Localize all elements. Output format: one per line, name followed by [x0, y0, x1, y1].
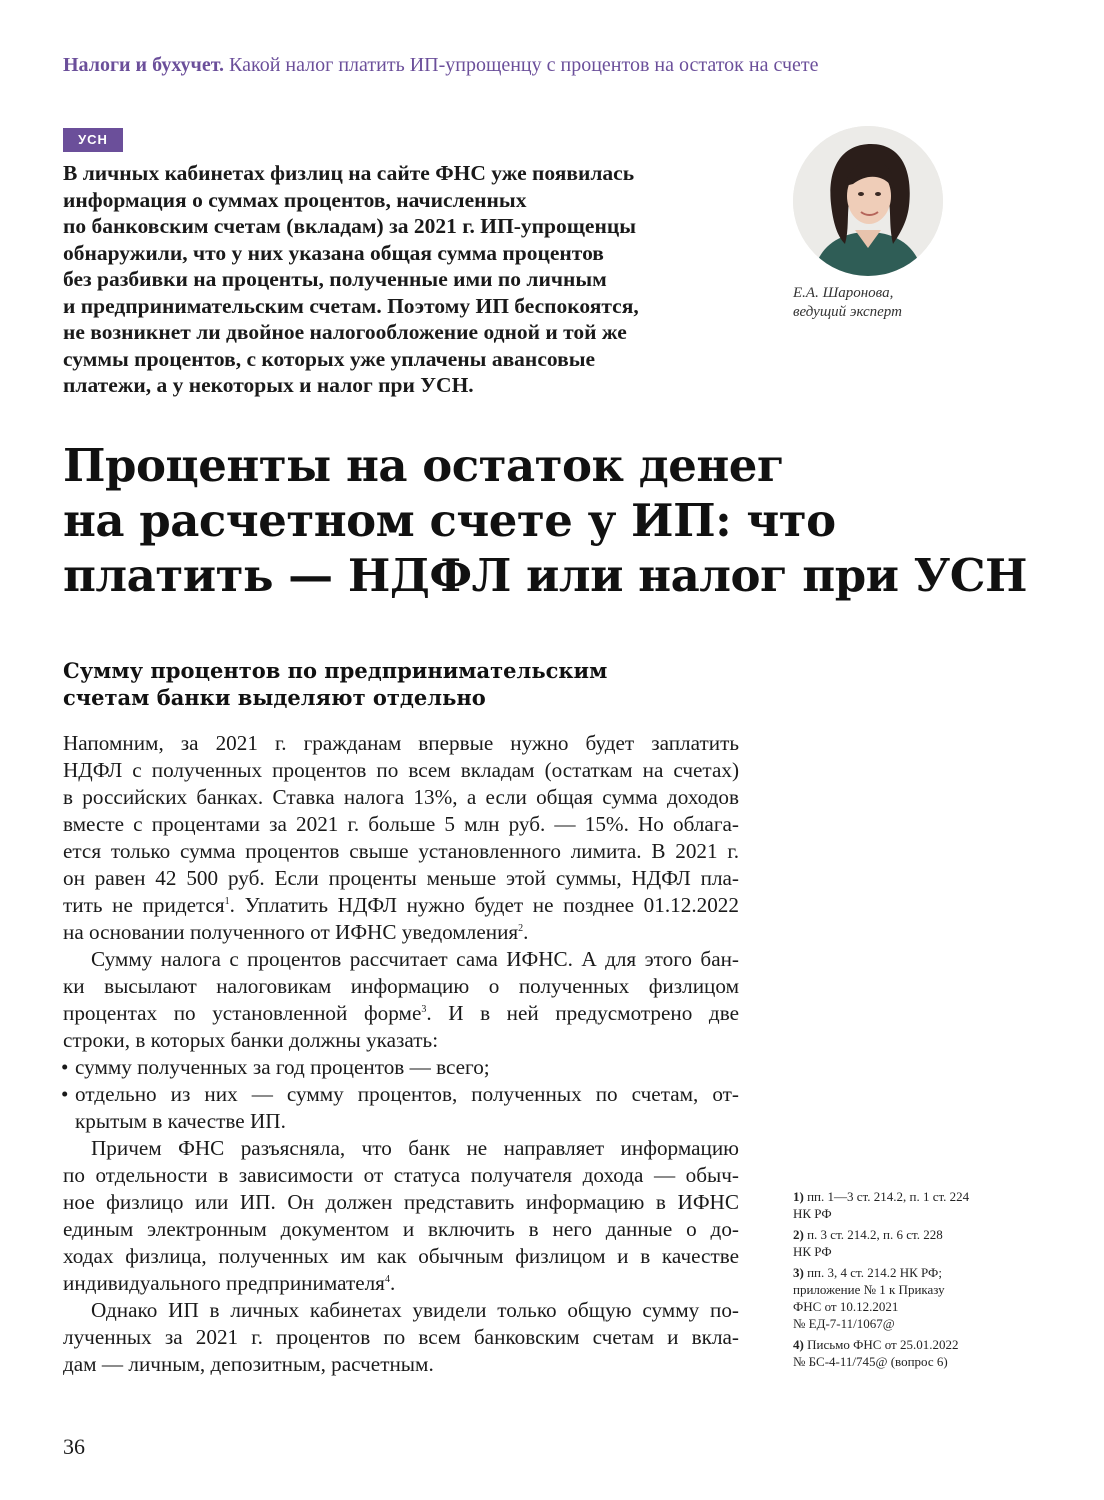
- header-article: Какой налог платить ИП-упрощенцу с процентов на остаток на счете: [229, 54, 819, 76]
- body-line: ки высылают налоговикам информацию о полученных физлицом: [63, 974, 739, 998]
- footnote-line: [793, 1188, 1033, 1205]
- body-line: Сумму налога с процентов рассчитает сама ИФНС. А для этого бан-: [91, 947, 739, 971]
- body-line: [63, 1000, 739, 1027]
- section-heading: [63, 657, 763, 711]
- lead-line: платежи, а у некоторых и налог при УСН.: [63, 373, 474, 397]
- lead-line: по банковским счетам (вкладам) за 2021 г. ИП-упрощенцы: [63, 214, 637, 238]
- body-line: НДФЛ с полученных процентов по всем вкладам (остаткам на счетах): [63, 758, 739, 782]
- lead-line: обнаружили, что у них указана общая сумма процентов: [63, 240, 604, 265]
- body-line: [63, 892, 739, 919]
- body-line: дам — личным, депозитным, расчетным.: [63, 1352, 434, 1376]
- title-line: Проценты на остаток денег: [63, 439, 784, 492]
- lead-line: суммы процентов, с которых уже уплачены авансовые: [63, 346, 596, 371]
- footnote-line: НК РФ: [793, 1206, 832, 1221]
- footnote-number: 2): [793, 1227, 804, 1242]
- footnote-ref: 3: [421, 1004, 427, 1015]
- text-run: .: [389, 1271, 396, 1295]
- footnote-line: НК РФ: [793, 1244, 832, 1259]
- body-line: ходах физлица, полученных им как обычным физлицом и в качестве: [63, 1244, 739, 1268]
- title-line: на расчетном счете у ИП: что: [63, 494, 836, 547]
- footnote-line: [793, 1226, 1033, 1243]
- footnote-ref: 4: [384, 1274, 390, 1285]
- subhead-line: Сумму процентов по предпринимательским: [63, 658, 608, 683]
- footnote: [793, 1188, 1033, 1222]
- author-portrait-icon: [793, 126, 943, 276]
- footnote-number: 4): [793, 1337, 804, 1352]
- footnote-text: Письмо ФНС от 25.01.2022: [807, 1337, 959, 1352]
- text-run: . И в ней предусмотрено две: [426, 1001, 739, 1025]
- body-line: Напомним, за 2021 г. гражданам впервые нужно будет заплатить: [63, 731, 739, 755]
- footnote-line: приложение № 1 к Приказу: [793, 1282, 945, 1297]
- footnote: [793, 1336, 1033, 1370]
- footnote-line: ФНС от 10.12.2021: [793, 1299, 899, 1314]
- body-line: в российских банках. Ставка налога 13%, а если общая сумма доходов: [63, 785, 739, 809]
- bullet-item: [63, 1054, 739, 1081]
- body-line: крытым в качестве ИП.: [75, 1109, 286, 1133]
- lead-paragraph: [63, 160, 753, 399]
- page-number: 36: [63, 1434, 85, 1459]
- body-line: ное физлицо или ИП. Он должен представить информацию в ИФНС: [63, 1190, 739, 1214]
- footnote-ref: 1: [224, 896, 230, 907]
- bullet-icon: •: [61, 1082, 69, 1106]
- body-line: Однако ИП в личных кабинетах увидели только общую сумму по-: [91, 1298, 739, 1322]
- lead-line: и предпринимательским счетам. Поэтому ИП беспокоятся,: [63, 293, 639, 318]
- bullet-text: сумму полученных за год процентов — всего;: [75, 1055, 490, 1079]
- footnote-ref: 2: [518, 923, 524, 934]
- article-body: [63, 730, 739, 1378]
- text-run: .: [523, 920, 529, 944]
- text-run: индивидуального предпринимателя: [63, 1271, 385, 1295]
- footnote-line: [793, 1264, 1033, 1281]
- title-line: платить — НДФЛ или налог при УСН: [63, 549, 1028, 602]
- body-line: ется только сумма процентов свыше установленного лимита. В 2021 г.: [63, 839, 739, 863]
- footnote-number: 3): [793, 1265, 804, 1280]
- body-line: Причем ФНС разъясняла, что банк не направляет информацию: [91, 1136, 739, 1160]
- body-line: [63, 919, 739, 946]
- lead-line: без разбивки на проценты, полученные ими по личным: [63, 267, 607, 291]
- text-run: процентах по установленной форме: [63, 1001, 422, 1025]
- text-run: . Уплатить НДФЛ нужно будет не позднее 01.12.2022: [229, 893, 739, 917]
- footnote-number: 1): [793, 1189, 804, 1204]
- bullet-text: отдельно из них — сумму процентов, полученных по счетам, от-: [75, 1082, 739, 1106]
- body-line: он равен 42 500 руб. Если проценты меньше этой суммы, НДФЛ пла-: [63, 866, 739, 890]
- body-line: единым электронным документом и включить в него данные о до-: [63, 1217, 739, 1241]
- footnote-line: № БС-4-11/745@ (вопрос 6): [793, 1354, 948, 1369]
- header-section: Налоги и бухучет.: [63, 54, 225, 76]
- text-run: тить не придется: [63, 893, 225, 917]
- running-header: [63, 54, 1063, 77]
- body-line: лученных за 2021 г. процентов по всем банковским счетам и вкла-: [63, 1325, 739, 1349]
- author-name: Е.А. Шаронова,: [793, 285, 894, 301]
- footnote-text: п. 3 ст. 214.2, п. 6 ст. 228: [807, 1227, 943, 1242]
- author-photo: [793, 126, 943, 276]
- body-line: [63, 1270, 739, 1297]
- lead-line: информация о суммах процентов, начисленных: [63, 187, 527, 212]
- footnote: [793, 1226, 1033, 1260]
- footnote-text: пп. 3, 4 ст. 214.2 НК РФ;: [807, 1265, 942, 1280]
- author-caption: [793, 284, 1013, 322]
- lead-line: не возникнет ли двойное налогообложение одной и той же: [63, 320, 627, 344]
- footnote: [793, 1264, 1033, 1332]
- footnote-line: № ЕД-7-11/1067@: [793, 1316, 895, 1331]
- footnotes: [793, 1188, 1033, 1374]
- body-line: по отдельности в зависимости от статуса получателя дохода — обыч-: [63, 1163, 739, 1187]
- lead-line: В личных кабинетах физлиц на сайте ФНС уже появилась: [63, 161, 635, 185]
- author-role: ведущий эксперт: [793, 304, 902, 320]
- body-line: вместе с процентами за 2021 г. больше 5 млн руб. — 15%. Но облага-: [63, 812, 739, 836]
- body-line: строки, в которых банки должны указать:: [63, 1028, 439, 1052]
- category-badge: УСН: [63, 128, 123, 152]
- bullet-icon: •: [61, 1055, 69, 1079]
- subhead-line: счетам банки выделяют отдельно: [63, 685, 486, 710]
- bullet-item: [63, 1081, 739, 1108]
- footnote-text: пп. 1—3 ст. 214.2, п. 1 ст. 224: [807, 1189, 970, 1204]
- footnote-line: [793, 1336, 1033, 1353]
- text-run: на основании полученного от ИФНС уведомления: [63, 920, 519, 944]
- article-title: [63, 438, 1063, 603]
